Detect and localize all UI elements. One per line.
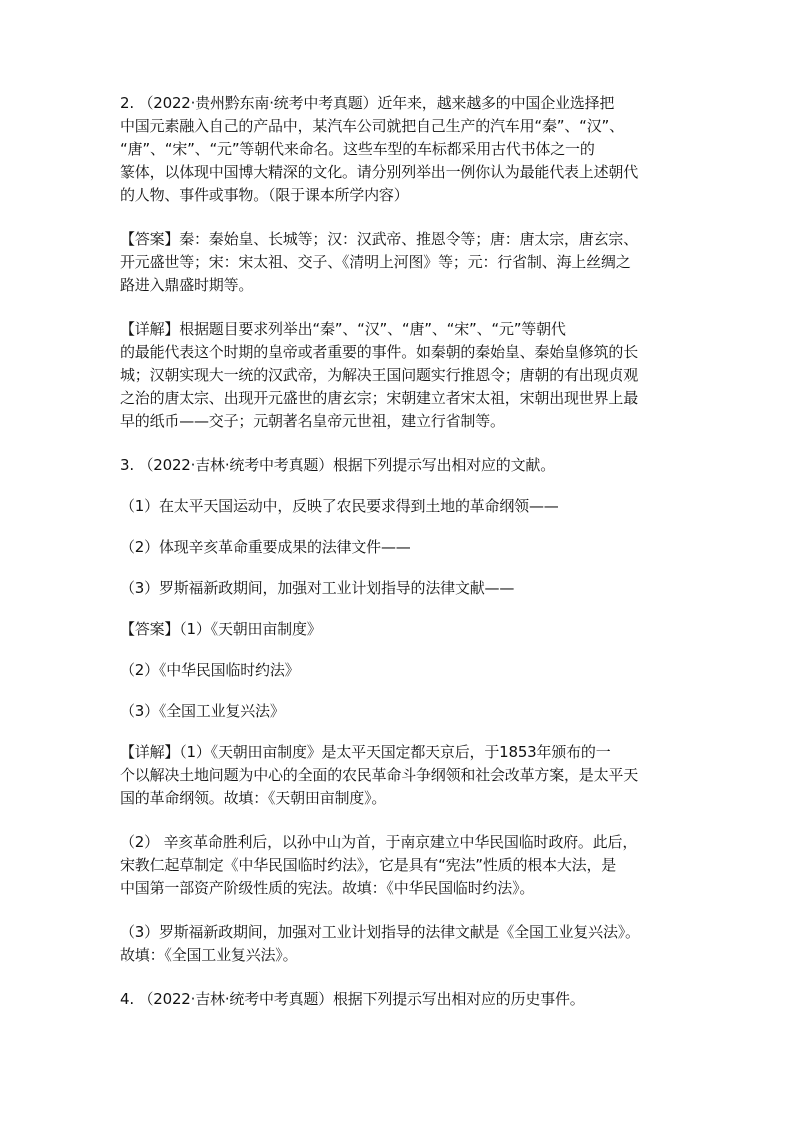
detail-line: 城；汉朝实现大一统的汉武帝，为解决王国问题实行推恩令；唐朝的有出现贞观 xyxy=(120,366,639,384)
detail-line: 宋教仁起草制定《中华民国临时约法》，它是具有“宪法”性质的根本大法，是 xyxy=(120,856,617,874)
question-line: 2. （2022·贵州黔东南·统考中考真题）近年来，越来越多的中国企业选择把 xyxy=(120,94,615,112)
prompt-1: （1）在太平天国运动中，反映了农民要求得到土地的革命纲领—— xyxy=(120,497,559,515)
answer-line: 开元盛世等；宋：宋太祖、交子、《清明上河图》等；元：行省制、海上丝绸之 xyxy=(120,253,631,271)
question-line: 的人物、事件或事物。（限于课本所学内容） xyxy=(120,186,409,204)
detail-line: （2） 辛亥革命胜利后，以孙中山为首，于南京建立中华民国临时政府。此后， xyxy=(120,833,638,851)
detail-3-3 xyxy=(120,921,704,967)
question-4: 4. （2022·吉林·统考中考真题）根据下列提示写出相对应的历史事件。 xyxy=(120,990,585,1008)
detail-line: 故填：《全国工业复兴法》。 xyxy=(120,946,298,964)
detail-line: 早的纸币——交子；元朝著名皇帝元世祖，建立行省制等。 xyxy=(120,412,505,430)
answer-3-1: 【答案】（1）《天朝田亩制度》 xyxy=(120,620,322,638)
question-2 xyxy=(120,92,704,207)
answer-line: 【答案】秦：秦始皇、长城等；汉：汉武帝、推恩令等；唐：唐太宗，唐玄宗、 xyxy=(120,230,639,248)
question-line: “唐”、“宋”、“元”等朝代来命名。这些车型的车标都采用古代书体之一的 xyxy=(120,140,595,158)
question-line: 中国元素融入自己的产品中，某汽车公司就把自己生产的汽车用“秦”、“汉”、 xyxy=(120,117,624,135)
detail-line: 中国第一部资产阶级性质的宪法。故填：《中华民国临时约法》。 xyxy=(120,879,535,897)
answer-line: 路进入鼎盛时期等。 xyxy=(120,276,254,294)
detail-3-1 xyxy=(120,741,704,810)
answer-3-3: （3）《全国工业复兴法》 xyxy=(120,702,285,720)
detail-2 xyxy=(120,318,704,433)
prompt-2: （2）体现辛亥革命重要成果的法律文件—— xyxy=(120,538,411,556)
detail-line: 的最能代表这个时期的皇帝或者重要的事件。如秦朝的秦始皇、秦始皇修筑的长 xyxy=(120,343,639,361)
detail-3-2 xyxy=(120,831,704,900)
answer-3-2: （2）《中华民国临时约法》 xyxy=(120,661,300,679)
answer-2 xyxy=(120,228,704,297)
detail-line: 个以解决土地问题为中心的全面的农民革命斗争纲领和社会改革方案，是太平天 xyxy=(120,766,639,784)
detail-line: 【详解】根据题目要求列举出“秦”、“汉”、“唐”、“宋”、“元”等朝代 xyxy=(120,320,566,338)
detail-line: （3）罗斯福新政期间，加强对工业计划指导的法律文献是《全国工业复兴法》。 xyxy=(120,923,640,941)
prompt-3: （3）罗斯福新政期间，加强对工业计划指导的法律文献—— xyxy=(120,579,515,597)
detail-line: 国的革命纲领。故填：《天朝田亩制度》。 xyxy=(120,789,387,807)
question-line: 篆体，以体现中国博大精深的文化。请分别列举出一例你认为最能代表上述朝代 xyxy=(120,163,639,181)
detail-line: 【详解】（1）《天朝田亩制度》是太平天国定都天京后，于1853年颁布的一 xyxy=(120,743,611,761)
detail-line: 之治的唐太宗、出现开元盛世的唐玄宗；宋朝建立者宋太祖，宋朝出现世界上最 xyxy=(120,389,639,407)
question-3: 3. （2022·吉林·统考中考真题）根据下列提示写出相对应的文献。 xyxy=(120,456,555,474)
